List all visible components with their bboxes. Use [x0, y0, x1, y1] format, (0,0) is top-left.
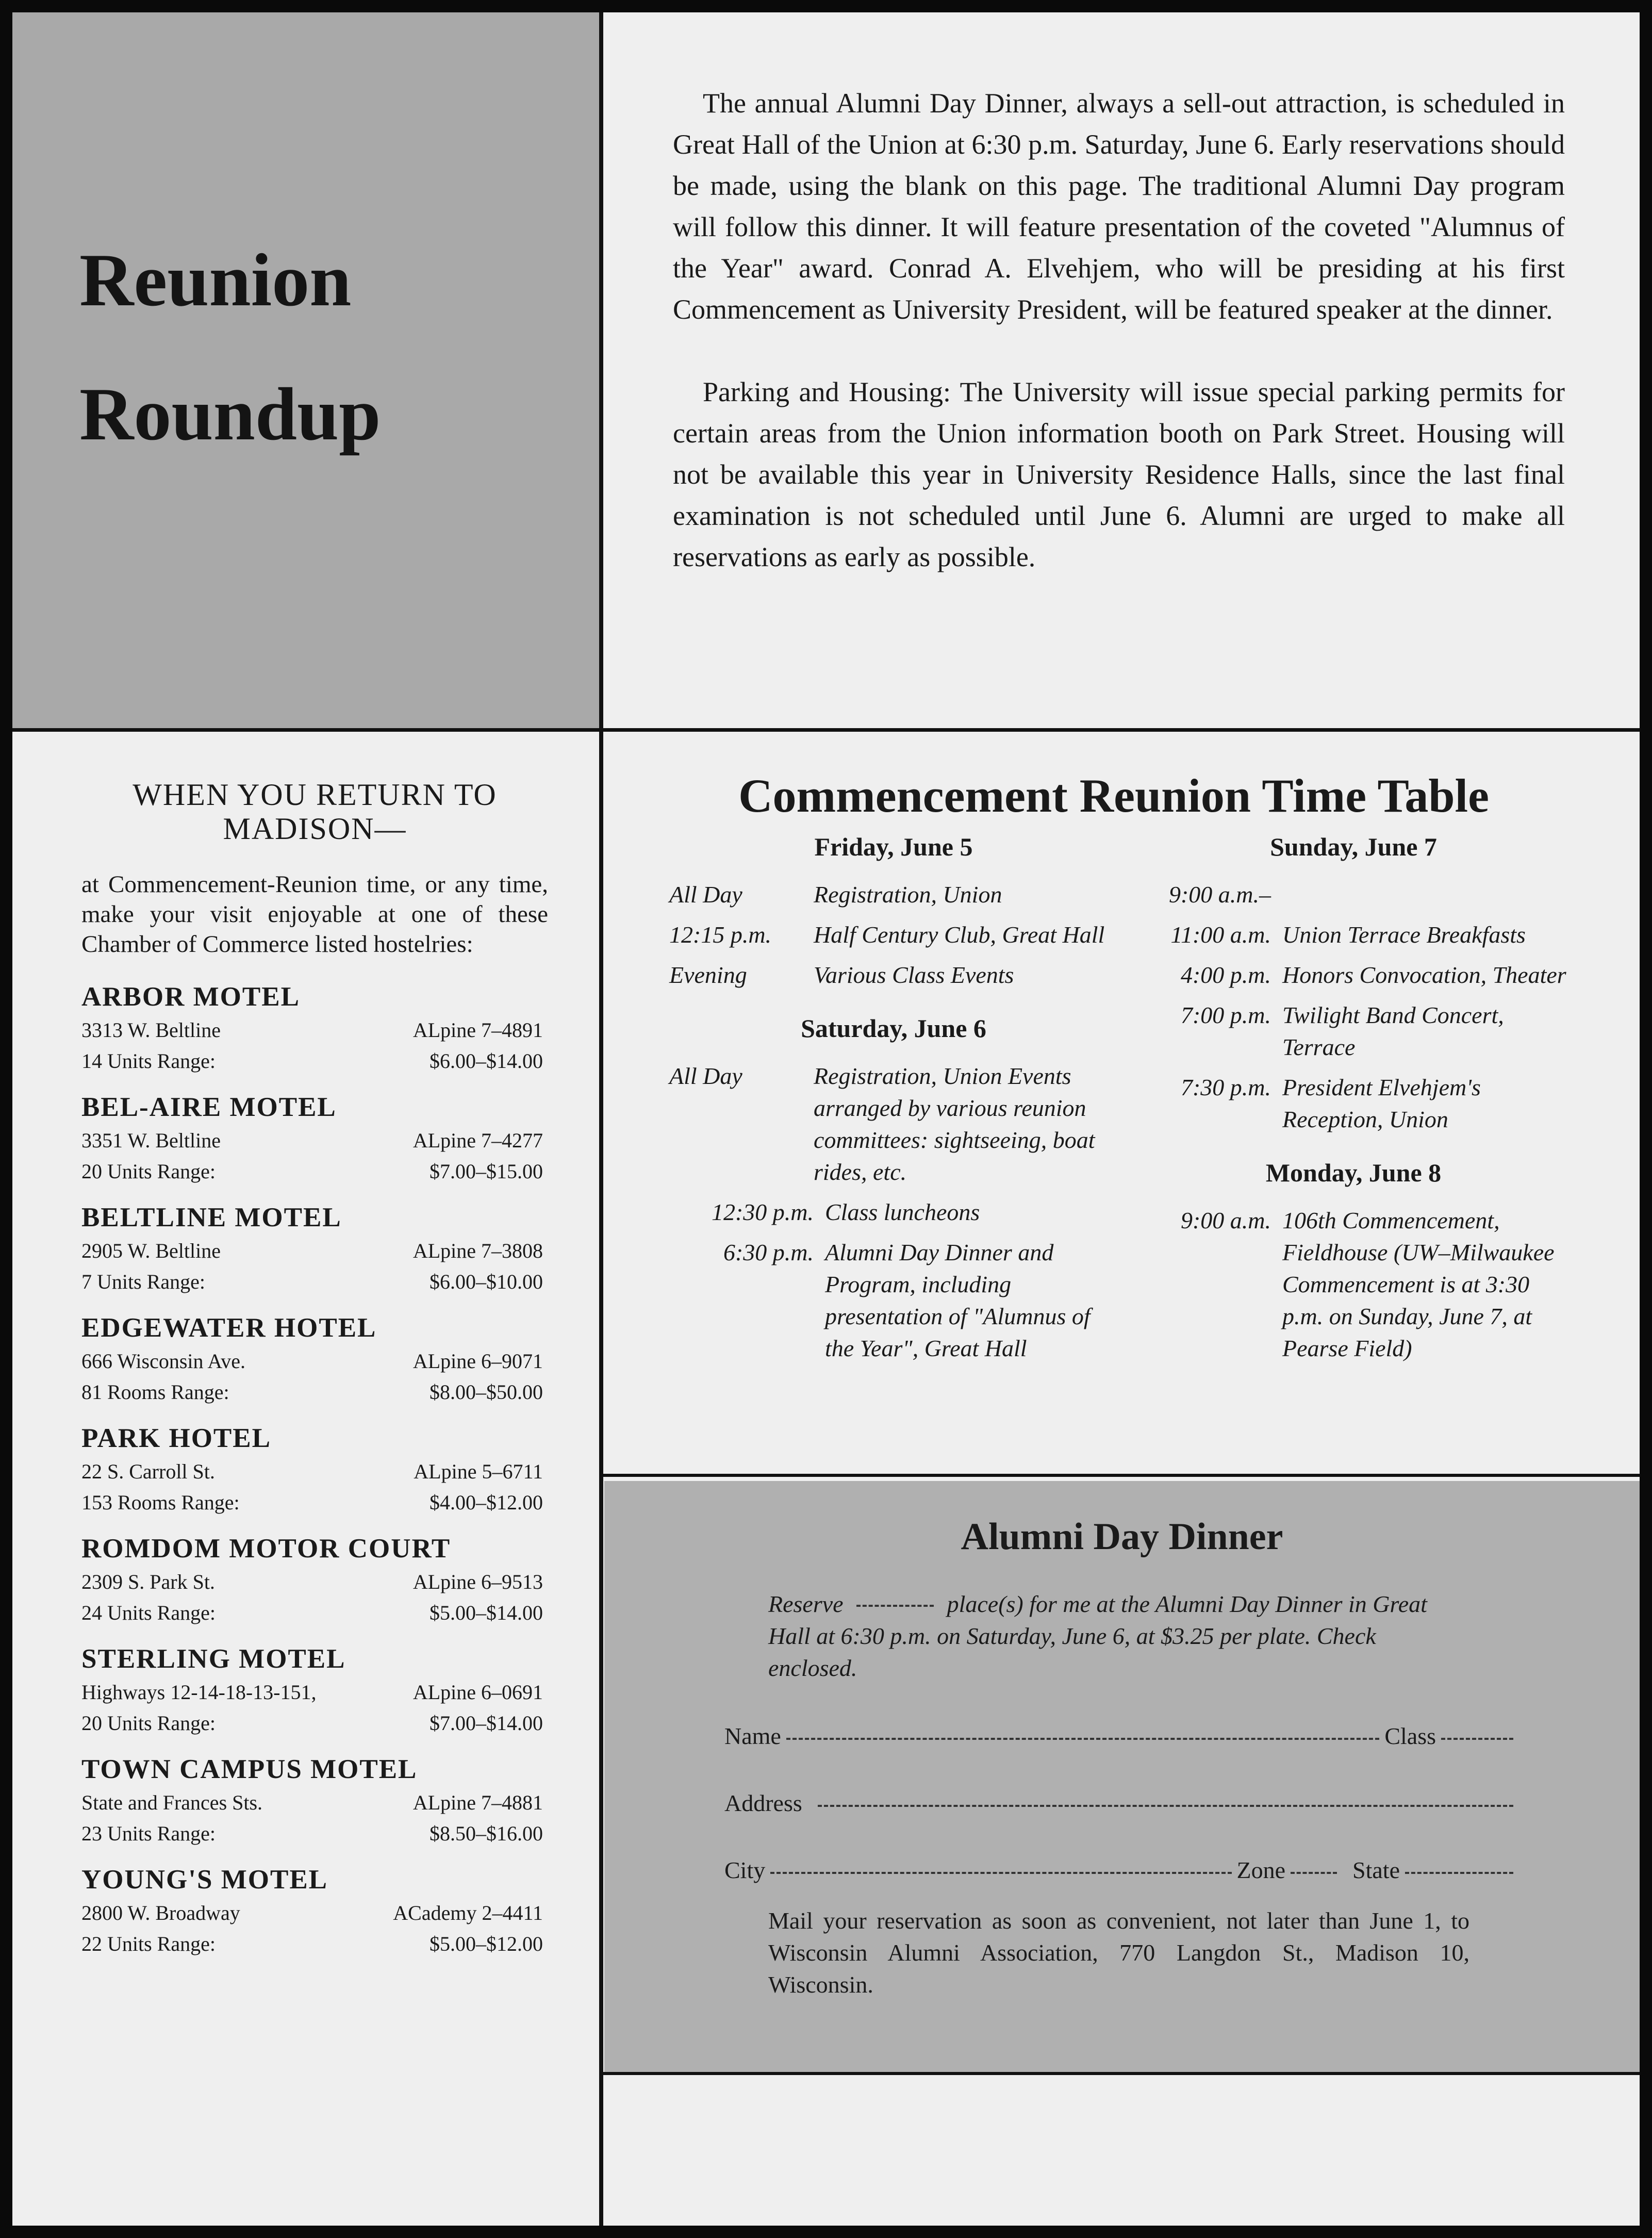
reserve-text [768, 1588, 1469, 1684]
hotel-address: 3351 W. Beltline [81, 1129, 221, 1152]
hotel-phone: ALpine 5–6711 [414, 1460, 543, 1483]
name-field[interactable] [786, 1738, 1379, 1740]
hotel-address-row [81, 1456, 548, 1487]
event-time: Evening [669, 962, 747, 988]
address-field[interactable] [818, 1805, 1513, 1807]
intro-text [673, 83, 1565, 619]
zone-label: Zone [1236, 1857, 1286, 1883]
hotel-entry [81, 1641, 548, 1739]
hotel-entry [81, 1089, 548, 1187]
city-row [724, 1856, 1513, 1884]
hotel-units: 20 Units Range: [81, 1712, 216, 1735]
dinner-bottom-divider [601, 2072, 1640, 2075]
hotel-phone: ALpine 6–0691 [412, 1681, 543, 1704]
saturday-events [669, 1060, 1118, 1364]
hotel-address-row [81, 1015, 548, 1046]
hotel-units: 23 Units Range: [81, 1822, 216, 1845]
hotel-name: YOUNG'S MOTEL [81, 1865, 328, 1895]
hotel-address: 3313 W. Beltline [81, 1018, 221, 1042]
hotel-units: 20 Units Range: [81, 1160, 216, 1183]
hotel-range: $7.00–$15.00 [429, 1160, 543, 1183]
hotel-range: $4.00–$12.00 [429, 1491, 543, 1514]
hotel-range-row [81, 1156, 548, 1187]
hotel-heading: WHEN YOU RETURN TO MADISON— [133, 778, 497, 846]
event-time: 7:00 p.m. [1180, 1002, 1271, 1028]
hotel-name: BELTLINE MOTEL [81, 1203, 342, 1232]
city-label: City [724, 1857, 766, 1883]
intro-paragraph-2: Parking and Housing: The University will issue special parking permits for certain areas from the Union information booth on Park Street. Housing will not be available this year in University Residence Halls, since the last final examination is not scheduled until June 6. Alumni are urged to make all reservations as early as possible. [673, 376, 1565, 572]
timetable-event [1139, 879, 1567, 911]
event-description: Registration, Union Events arranged by various reunion committees: sightseeing, boat rides, etc. [814, 1063, 1095, 1185]
timetable-event [1139, 1205, 1567, 1364]
timetable-left-column [669, 830, 1118, 1373]
hotel-phone: ALpine 6–9071 [412, 1350, 543, 1373]
hotel-entry [81, 1862, 548, 1960]
timetable-event [669, 879, 1118, 911]
timetable-event [1139, 959, 1567, 991]
event-description: Class luncheons [825, 1199, 980, 1225]
hotel-phone: ALpine 6–9513 [412, 1570, 543, 1593]
event-description: President Elvehjem's Reception, Union [1282, 1074, 1481, 1132]
dinner-top-divider [601, 1474, 1640, 1477]
hotel-address-row [81, 1567, 548, 1598]
hotel-range-row [81, 1377, 548, 1408]
hotel-entry [81, 979, 548, 1077]
title-line-2: Roundup [79, 372, 381, 456]
event-description: Union Terrace Breakfasts [1282, 921, 1526, 948]
name-label: Name [724, 1723, 781, 1749]
state-label: State [1352, 1857, 1400, 1883]
hotel-range: $5.00–$12.00 [429, 1932, 543, 1955]
class-field[interactable] [1441, 1738, 1513, 1740]
reserve-after: place(s) for me at the Alumni Day Dinner in Great Hall at 6:30 p.m. on Saturday, June 6, at $3.25 per plate. Check enclosed. [768, 1591, 1427, 1681]
reserve-before: Reserve [768, 1591, 844, 1617]
hotel-range-row [81, 1046, 548, 1077]
timetable-event [669, 1196, 1118, 1228]
hotel-address-row [81, 1125, 548, 1156]
timetable-event [1139, 999, 1567, 1063]
hotel-address-row [81, 1898, 548, 1929]
hotel-units: 7 Units Range: [81, 1270, 205, 1293]
event-time: 9:00 a.m.– [1168, 881, 1271, 908]
timetable-event [669, 919, 1118, 951]
event-time: 12:15 p.m. [669, 921, 772, 948]
hotel-listing [81, 778, 548, 1972]
title-line-1: Reunion [79, 238, 352, 322]
hotel-name: PARK HOTEL [81, 1423, 271, 1453]
event-description: Honors Convocation, Theater [1282, 962, 1566, 988]
hotel-units: 81 Rooms Range: [81, 1380, 229, 1404]
timetable-title: Commencement Reunion Time Table [738, 769, 1489, 822]
hotel-name: ROMDOM MOTOR COURT [81, 1534, 451, 1564]
intro-paragraph-1: The annual Alumni Day Dinner, always a sell-out attraction, is scheduled in Great Hall of the Union at 6:30 p.m. Saturday, June 6. Early reservations should be made, using the blank on this page. The traditional Alumni Day program will follow this dinner. It will feature presentation of the coveted "Alumnus of the Year" award. Conrad A. Elvehjem, who will be presiding at his first Commencement as University President, will be featured speaker at the dinner. [673, 88, 1565, 325]
event-time: 6:30 p.m. [723, 1239, 814, 1265]
event-description [1282, 879, 1567, 911]
timetable-event [669, 1060, 1118, 1188]
hotel-range-row [81, 1818, 548, 1849]
event-description: Half Century Club, Great Hall [814, 921, 1105, 948]
hotel-name: BEL-AIRE MOTEL [81, 1092, 337, 1122]
hotel-address: 22 S. Carroll St. [81, 1460, 215, 1483]
event-time: All Day [669, 881, 742, 908]
hotel-phone: ALpine 7–4881 [412, 1791, 543, 1814]
event-description: Registration, Union [814, 881, 1002, 908]
hotel-range: $6.00–$10.00 [429, 1270, 543, 1293]
hotel-units: 14 Units Range: [81, 1049, 216, 1073]
hotel-phone: ALpine 7–3808 [412, 1239, 543, 1262]
hotel-address: 2309 S. Park St. [81, 1570, 215, 1593]
hotel-list [81, 979, 548, 1960]
address-row [724, 1789, 1513, 1817]
hotel-address-row [81, 1346, 548, 1377]
top-divider [12, 728, 1640, 732]
hotel-address: 2800 W. Broadway [81, 1901, 240, 1924]
state-field[interactable] [1405, 1872, 1513, 1874]
event-time: All Day [669, 1063, 742, 1089]
class-label: Class [1384, 1723, 1436, 1749]
monday-events [1139, 1205, 1567, 1364]
hotel-range-row [81, 1708, 548, 1739]
hotel-address-row [81, 1677, 548, 1708]
dinner-title: Alumni Day Dinner [961, 1516, 1283, 1558]
sunday-heading: Sunday, June 7 [1270, 832, 1437, 861]
event-description: Various Class Events [814, 962, 1014, 988]
friday-heading: Friday, June 5 [814, 832, 973, 861]
column-divider [599, 12, 603, 2226]
hotel-intro: at Commencement-Reunion time, or any time, make your visit enjoyable at one of these Chamber of Commerce listed hostelries: [81, 871, 548, 958]
hotel-range: $6.00–$14.00 [429, 1049, 543, 1073]
event-time: 12:30 p.m. [711, 1199, 814, 1225]
hotel-phone: ALpine 7–4277 [412, 1129, 543, 1152]
hotel-range: $8.50–$16.00 [429, 1822, 543, 1845]
hotel-address: 2905 W. Beltline [81, 1239, 221, 1262]
hotel-phone: ALpine 7–4891 [412, 1018, 543, 1042]
hotel-address-row [81, 1787, 548, 1818]
timetable-right-column [1139, 830, 1567, 1373]
hotel-entry [81, 1310, 548, 1408]
event-time: 7:30 p.m. [1180, 1074, 1271, 1100]
hotel-entry [81, 1751, 548, 1849]
event-time: 11:00 a.m. [1170, 921, 1271, 948]
name-row [724, 1722, 1513, 1750]
title-panel [12, 12, 600, 731]
sunday-events [1139, 879, 1567, 1136]
event-description: Twilight Band Concert, Terrace [1282, 1002, 1504, 1060]
event-time: 4:00 p.m. [1180, 962, 1271, 988]
hotel-range-row [81, 1598, 548, 1628]
hotel-range: $8.00–$50.00 [429, 1380, 543, 1404]
mail-instructions: Mail your reservation as soon as convenient, not later than June 1, to Wisconsin Alumni Association, 770 Langdon St., Madison 10, Wisconsin. [768, 1907, 1469, 1998]
hotel-units: 24 Units Range: [81, 1601, 216, 1624]
hotel-range: $7.00–$14.00 [429, 1712, 543, 1735]
hotel-name: EDGEWATER HOTEL [81, 1313, 377, 1343]
zone-field[interactable] [1291, 1872, 1337, 1874]
hotel-range: $5.00–$14.00 [429, 1601, 543, 1624]
hotel-entry [81, 1531, 548, 1628]
friday-events [669, 879, 1118, 991]
hotel-address-row [81, 1236, 548, 1266]
city-field[interactable] [770, 1872, 1231, 1874]
hotel-range-row [81, 1266, 548, 1297]
hotel-entry [81, 1199, 548, 1297]
event-description: Alumni Day Dinner and Program, including presentation of "Alumnus of the Year", Great Hall [825, 1239, 1091, 1361]
timetable-event [669, 1237, 1118, 1364]
hotel-name: TOWN CAMPUS MOTEL [81, 1754, 418, 1784]
hotel-range-row [81, 1487, 548, 1518]
hotel-entry [81, 1420, 548, 1518]
hotel-units: 153 Rooms Range: [81, 1491, 240, 1514]
timetable-event [1139, 1072, 1567, 1136]
hotel-phone: ACademy 2–4411 [393, 1901, 543, 1924]
hotel-units: 22 Units Range: [81, 1932, 216, 1955]
saturday-heading: Saturday, June 6 [801, 1014, 986, 1043]
hotel-address: 666 Wisconsin Ave. [81, 1350, 246, 1373]
event-description: 106th Commencement, Fieldhouse (UW–Milwaukee Commencement is at 3:30 p.m. on Sunday, June 7, at Pearse Field) [1282, 1207, 1555, 1361]
hotel-address: Highways 12-14-18-13-151, [81, 1681, 317, 1704]
hotel-address: State and Frances Sts. [81, 1791, 263, 1814]
address-label: Address [724, 1790, 802, 1816]
timetable-event [669, 959, 1118, 991]
timetable-event [1139, 919, 1567, 951]
hotel-range-row [81, 1929, 548, 1960]
places-blank[interactable] [856, 1605, 934, 1607]
hotel-name: ARBOR MOTEL [81, 982, 300, 1012]
monday-heading: Monday, June 8 [1265, 1158, 1442, 1187]
hotel-name: STERLING MOTEL [81, 1644, 346, 1674]
event-time: 9:00 a.m. [1180, 1207, 1271, 1233]
